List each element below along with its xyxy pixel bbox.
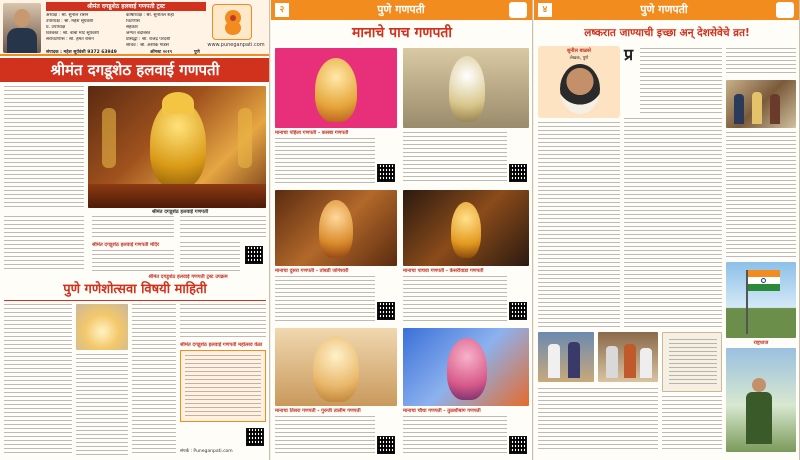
- caption-tulshibaug: मानाचा चौथा गणपती - तुळशीबाग गणपती: [403, 408, 481, 414]
- page2-title: मानाचे पाच गणपती: [351, 25, 453, 41]
- page2-header: [271, 0, 533, 20]
- page4-logo: [776, 2, 794, 18]
- award-photo: [662, 332, 722, 392]
- guruji-text: [275, 416, 375, 456]
- section-heading-info: पुणे गणेशोत्सवा विषयी माहिती: [63, 282, 207, 297]
- flag-photo: [726, 262, 796, 338]
- guruji-talim-photo: [275, 328, 397, 406]
- kasba-text: [275, 138, 375, 184]
- caption-tambdi: मानाचा दुसरा गणपती - तांबडी जोगेश्वरी: [275, 268, 349, 274]
- qr-code-page1-bottom: [246, 428, 264, 446]
- kesariwada-text: [403, 276, 507, 322]
- qr-jogeshwari: [509, 164, 527, 182]
- date-line: ऑगस्ट २०१९: [150, 50, 173, 55]
- event-photo-top: [726, 80, 796, 128]
- article-bottom-mid: [662, 396, 722, 452]
- page2-number: २: [275, 3, 289, 17]
- qr-code-page1-top: [245, 246, 263, 264]
- tulshibaug-photo: [403, 190, 529, 266]
- subhead-trust-activities: श्रीमंत दगडूशेठ हलवाई गणपती ट्रस्ट उपक्रम: [148, 274, 228, 280]
- article-text-col1: [4, 216, 84, 272]
- felicitation-photo-1: [538, 332, 594, 382]
- kesariwada-photo: [403, 328, 529, 406]
- article-bottom-left: [538, 388, 658, 452]
- banner-title: श्रीमंत दगडूशेठ हलवाई गणपती ट्रस्ट: [46, 2, 206, 11]
- qr-kasba: [377, 164, 395, 182]
- flag-caption: राष्ट्रध्वज: [753, 340, 769, 346]
- author-block: [538, 46, 620, 118]
- qr-tambdi: [377, 302, 395, 320]
- article-col2: [624, 118, 722, 328]
- banner-col1: अध्यक्ष : श्री. सुनील रासने उपाध्यक्ष : श्री. महेश सूर्यवंशी प्र. उपाध्यक्ष विश्वस्त : श्री. बाबा मोटे सूर्यवंशी सरचिटणीस : सौ. हेमंत रासने: [46, 13, 99, 42]
- article-col1: [538, 122, 620, 328]
- page4-header-label: पुणे गणपती: [640, 3, 688, 16]
- info-text-col3: [132, 304, 176, 456]
- info-text-col4: [180, 304, 266, 340]
- main-photo-caption: श्रीमंत दगडूशेठ हलवाई गणपती: [151, 209, 209, 215]
- drop-cap: प्र: [624, 45, 634, 64]
- kasba-ganpati-photo: [275, 48, 397, 128]
- caption-kasba: मानाचा पहिला गणपती - कसबा गणपती: [275, 130, 349, 136]
- article-intro: [640, 48, 722, 114]
- qr-guruji: [377, 436, 395, 454]
- indian-flag: [748, 270, 780, 291]
- subhead-temple: श्रीमंत दगडूशेठ हलवाई गणपती मंदिर: [92, 242, 160, 248]
- trustee-photo: [3, 3, 41, 53]
- editor-line: संपादक : महेश सूर्यवंशी 9372 63949: [46, 50, 117, 55]
- page2-header-label: पुणे गणपती: [377, 3, 425, 16]
- tambdi-text: [275, 276, 375, 322]
- jogeshwari-ganpati-photo: [403, 48, 529, 128]
- subhead-festival-times: श्रीमंत दगडूशेठ हलवाई गणपती महोत्सव वेळा: [180, 342, 263, 348]
- article-col3: [726, 132, 796, 258]
- newspaper-page-2: [271, 0, 533, 460]
- page2-logo: [509, 2, 527, 18]
- author-photo: [560, 64, 600, 114]
- ganpati-logo: [212, 4, 252, 40]
- newspaper-page-4: [534, 0, 800, 460]
- banner-col2: कोषाध्यक्ष : श्री. सुनीतल शहा चिटणीस सहकार जग्गत बंदोबस्त प्रसिद्धी : श्री. राजेंद्र परदेशी सचिव : श्री. अशोक गोडसे: [126, 13, 174, 48]
- article-text-col2: [92, 216, 174, 238]
- lamp-photo: [76, 304, 128, 350]
- page4-title: लष्करात जाण्याची इच्छा अन् देशसेवेचे व्रत!: [584, 27, 750, 39]
- article-text-col3: [180, 216, 266, 238]
- qr-tulshibaug: [509, 436, 527, 454]
- tulshibaug-text: [403, 416, 507, 456]
- caption-guruji: मानाचा तिसरा गणपती - गुरुजी तालीम गणपती: [275, 408, 361, 414]
- page1-headline: श्रीमंत दगडूशेठ हलवाई गणपती: [0, 58, 270, 82]
- soldier-photo: [726, 348, 796, 452]
- info-text-col2: [76, 354, 128, 456]
- author-name: सुनील बाळसे: [567, 48, 591, 54]
- schedule-box: [180, 350, 266, 422]
- article-text-col3b: [180, 242, 240, 272]
- tambdi-jogeshwari-photo: [275, 190, 397, 266]
- contact-line: संपर्क : Puneganpati.com: [180, 449, 233, 454]
- website-label[interactable]: www.puneganpati.com: [207, 42, 265, 48]
- caption-kesariwada: मानाचा पाचवा गणपती - केसरीवाडा गणपती: [403, 268, 484, 274]
- qr-kesariwada: [509, 302, 527, 320]
- page1-banner: [0, 0, 270, 56]
- dagdusheth-idol-photo: [88, 86, 266, 208]
- city-label: पुणे: [194, 50, 200, 55]
- article-text-col2b: [92, 250, 174, 272]
- page4-number: ४: [538, 3, 552, 17]
- felicitation-photo-2: [598, 332, 658, 382]
- page4-header: [534, 0, 800, 20]
- jogeshwari-text: [403, 132, 507, 184]
- newspaper-page-1: [0, 0, 270, 460]
- article-text-left: [4, 86, 84, 210]
- article-col-right-top: [726, 48, 796, 76]
- info-text-col1: [4, 304, 72, 456]
- author-role: लेखक, पुणे: [569, 56, 589, 61]
